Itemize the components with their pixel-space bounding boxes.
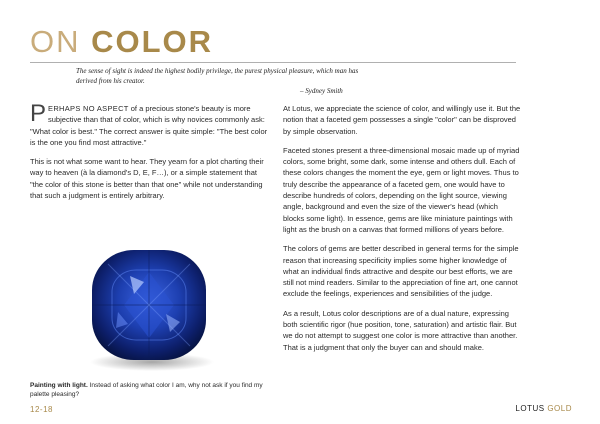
drop-cap: P — [30, 100, 47, 127]
left-paragraph-1-text: of a precious stone's beauty is more subjective than that of color, which is why novices commonly ask: "What color is best." The correct answer is quite simple: "The best color is the one you find most attractive." — [30, 104, 268, 147]
left-column — [30, 100, 272, 209]
right-paragraph-4: As a result, Lotus color descriptions are of a dual nature, expressing both scientific rigor (hue position, tone, saturation) and artistic flair. But we do not attempt to suggest one color is more attractive than another. That is a judgment that only the buyer can and should make. — [283, 308, 518, 352]
sapphire-image — [74, 242, 224, 374]
left-paragraph-2: This is not what some want to hear. They yearn for a plot charting their way to heaven (à la diamond's D, E, F…), or a simple statement that "the color of this stone is better than that one" while not understanding that such a judgment is entirely arbitrary. — [30, 157, 264, 201]
title-bold: COLOR — [91, 24, 214, 59]
brand-name: LOTUS — [515, 404, 545, 413]
lead-in: ERHAPS NO ASPECT — [48, 104, 129, 113]
right-paragraph-1: At Lotus, we appreciate the science of color, and willingly use it. But the notion that a faceted gem possesses a single "color" can be disproved by simple observation. — [283, 104, 521, 136]
page-title — [30, 26, 213, 58]
caption-heading: Painting with light. — [30, 382, 88, 389]
epigraph-quote: The sense of sight is indeed the highest bodily privilege, the purest physical pleasure, which man has derived from his creator. — [76, 67, 359, 85]
page-number: 12-18 — [30, 405, 53, 414]
right-paragraph-3: The colors of gems are better described in general terms for the simple reason that increasing specificity implies some higher knowledge of what an individual finds attractive and despite our best efforts, we are still not mind readers. Similar to the appreciation of fine art, one cannot exclude the feelings, experiences and sensibilities of the judge. — [283, 244, 519, 299]
title-light: ON — [30, 24, 81, 59]
brand-footer — [515, 404, 572, 413]
image-caption — [30, 381, 272, 399]
epigraph-attribution: – Sydney Smith — [300, 87, 343, 95]
right-paragraph-2: Faceted stones present a three-dimensional mosaic made up of myriad colors, some bright, some dark, some intense and others dull. Each of these colors changes the moment the eye, gem or light moves. Thus to truly describe the appearance of a faceted gem, one would have to describe hundreds of colors, depending on the light source, viewing angle, background and even the size of the viewer's head (which blocks some light). In essence, gems are like miniature paintings with light as the brush on a canvas that formed millions of years before. — [283, 145, 520, 234]
left-paragraph-1 — [30, 100, 272, 148]
sapphire-illustration — [74, 242, 224, 374]
right-column — [283, 103, 521, 361]
title-rule — [30, 62, 516, 63]
caption-text: Instead of asking what color I am, why not ask if you find my palette pleasing? — [30, 382, 263, 398]
brand-suffix: GOLD — [544, 404, 572, 413]
